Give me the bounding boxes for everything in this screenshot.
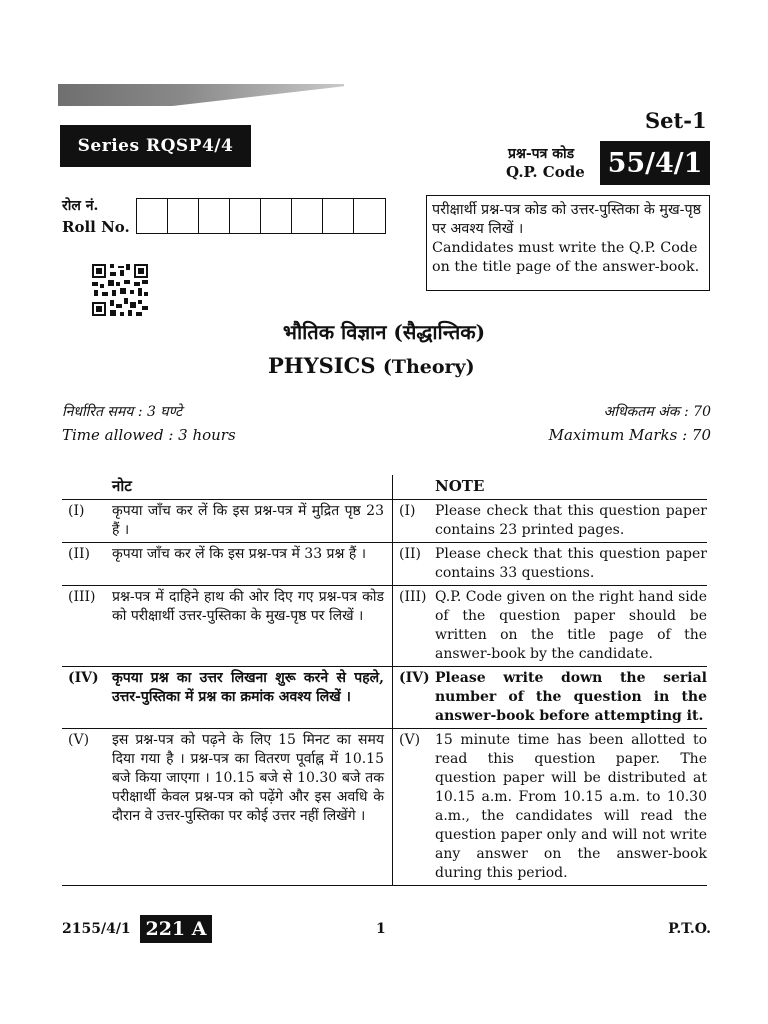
instruction-row (62, 543, 707, 586)
set-label: Set-1 (645, 108, 707, 133)
roll-number-cell[interactable] (292, 199, 323, 233)
qr-code-icon (92, 264, 148, 316)
instruction-text-hindi: कृपया प्रश्न का उत्तर लिखना शुरू करने से पहले, उत्तर-पुस्तिका में प्रश्न का क्रमांक अवश्य लिखें । (112, 667, 393, 729)
maximum-marks: Maximum Marks : 70 (548, 426, 711, 444)
instruction-text: Please write down the serial number of the question in the answer-book before attempting it. (435, 667, 707, 729)
instruction-text: Please check that this question paper contains 23 printed pages. (435, 500, 707, 543)
instruction-number: (V) (393, 729, 436, 886)
instruction-row (62, 729, 707, 886)
instruction-text-hindi: कृपया जाँच कर लें कि इस प्रश्न-पत्र में 33 प्रश्न हैं । (112, 543, 393, 586)
maximum-marks-hindi: अधिकतम अंक : 70 (603, 404, 711, 420)
instruction-number: (I) (393, 500, 436, 543)
roll-number-cell[interactable] (168, 199, 199, 233)
candidate-instruction-box (426, 195, 710, 291)
roll-number-boxes[interactable] (136, 198, 386, 234)
subject-title-hindi: भौतिक विज्ञान (सैद्धान्तिक) (282, 320, 486, 344)
qp-code-badge: 55/4/1 (600, 141, 710, 185)
subject-title-sub: (Theory) (382, 356, 475, 378)
subject-title-english (268, 353, 475, 378)
roll-number-cell[interactable] (230, 199, 261, 233)
subject-title-main: PHYSICS (268, 353, 376, 378)
instruction-number: (III) (393, 586, 436, 667)
instruction-text: Q.P. Code given on the right hand side of the question paper should be written on the title page of the answer-book by the candidate. (435, 586, 707, 667)
note-heading: NOTE (435, 477, 485, 495)
instruction-number-hindi: (I) (62, 500, 112, 543)
qp-code-label: Q.P. Code (506, 163, 585, 181)
instruction-number-hindi: (II) (62, 543, 112, 586)
instruction-row (62, 667, 707, 729)
roll-number-cell[interactable] (199, 199, 230, 233)
instruction-number: (II) (393, 543, 436, 586)
page-number: 1 (376, 921, 386, 937)
note-heading-hindi: नोट (112, 475, 393, 500)
time-allowed: Time allowed : 3 hours (62, 426, 236, 444)
instructions-table (62, 475, 707, 886)
instruction-number-hindi: (IV) (62, 667, 112, 729)
candidate-instruction-hindi: परीक्षार्थी प्रश्न-पत्र कोड को उत्तर-पुस्तिका के मुख-पृष्ठ पर अवश्य लिखें । (432, 202, 702, 237)
instruction-row (62, 500, 707, 543)
instruction-number-hindi: (V) (62, 729, 112, 886)
instruction-text-hindi: इस प्रश्न-पत्र को पढ़ने के लिए 15 मिनट का समय दिया गया है । प्रश्न-पत्र का वितरण पूर्वाह्न में 10.15 बजे किया जाएगा । 10.15 बजे से 10.30 बजे तक परीक्षार्थी केवल प्रश्न-पत्र को पढ़ेंगे और इस अवधि के दौरान वे उत्तर-पुस्तिका पर कोई उत्तर नहीं लिखेंगे । (112, 729, 393, 886)
footer-paper-code: 2155/4/1 (62, 921, 131, 937)
roll-number-cell[interactable] (323, 199, 354, 233)
instruction-text-hindi: प्रश्न-पत्र में दाहिने हाथ की ओर दिए गए प्रश्न-पत्र कोड को परीक्षार्थी उत्तर-पुस्तिका के मुख-पृष्ठ पर लिखें । (112, 586, 393, 667)
roll-number-label-hindi: रोल नं. (62, 198, 99, 214)
instruction-number-hindi: (III) (62, 586, 112, 667)
instructions-header-row (62, 475, 707, 500)
instruction-row (62, 586, 707, 667)
footer-code-badge: 221 A (140, 915, 212, 943)
roll-number-cell[interactable] (261, 199, 292, 233)
instruction-text: Please check that this question paper contains 33 questions. (435, 543, 707, 586)
series-badge: Series RQSP4/4 (60, 125, 251, 167)
instruction-text-hindi: कृपया जाँच कर लें कि इस प्रश्न-पत्र में मुद्रित पृष्ठ 23 हैं । (112, 500, 393, 543)
roll-number-label: Roll No. (62, 218, 130, 236)
roll-number-cell[interactable] (137, 199, 168, 233)
instruction-text: 15 minute time has been allotted to read this question paper. The question paper will be distributed at 10.15 a.m. From 10.15 a.m. to 10.30 a.m., the candidates will read the question paper only and will not write any answer on the answer-book during this period. (435, 729, 707, 886)
please-turn-over: P.T.O. (668, 921, 711, 937)
candidate-instruction-english: Candidates must write the Q.P. Code on the title page of the answer-book. (432, 240, 700, 275)
time-allowed-hindi: निर्धारित समय : 3 घण्टे (62, 404, 183, 420)
header-decorative-bar (58, 84, 344, 106)
instruction-number: (IV) (393, 667, 436, 729)
roll-number-cell[interactable] (354, 199, 385, 233)
qp-code-label-hindi: प्रश्न-पत्र कोड (508, 146, 575, 162)
